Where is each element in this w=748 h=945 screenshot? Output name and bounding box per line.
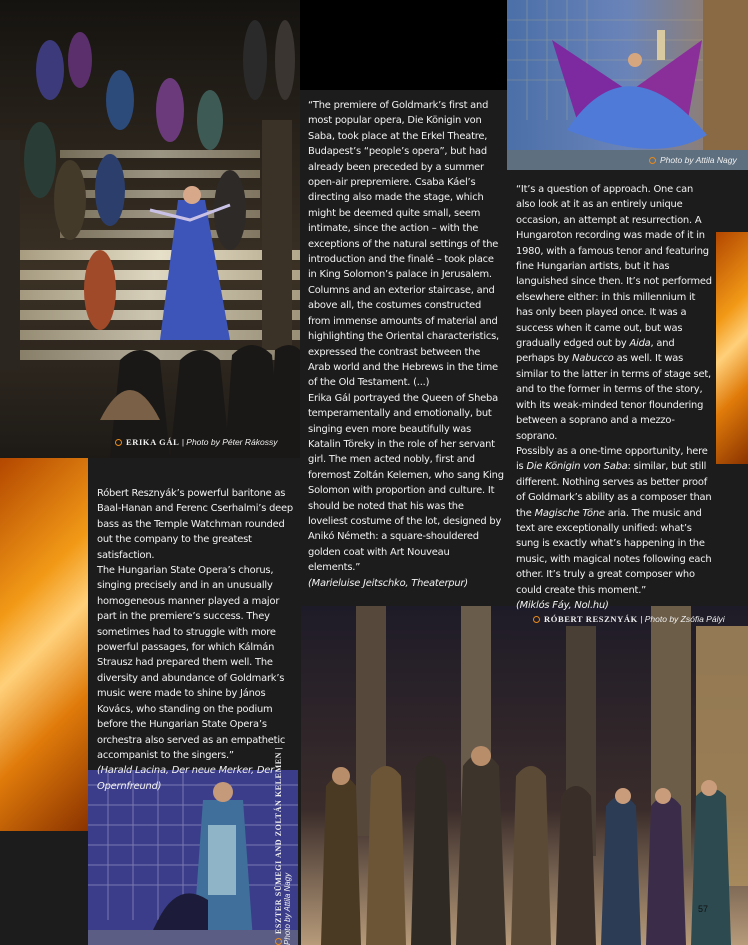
paragraph: “The premiere of Goldmark’s first and most popular opera, Die Königin von Saba, took place at the Erkel Theatre, Budapest’s “people’s opera”, but had already been preceded by a summer open-air prepremiere. Csaba Káel’s directing also made the stage, which might be deemed quite small, seem intimate, since the action – with the exceptions of the natural settings of the introduction and the finalé – took place in King Solomon’s palace in Jerusalem. Columns and an exterior staircase, and above all, the costumes constructed from immense amounts of material and highlighting the Oriental characteristics, expressed the contrast between the Arab world and the Hebrews in the time of the Old Testament. (...) (308, 100, 499, 389)
caption-name: ERIKA GÁL (126, 437, 180, 447)
caption-name: RÓBERT RESZNYÁK (544, 614, 638, 624)
caption-bullet-icon (533, 616, 540, 623)
quote-source: (Marieluise Jeitschko, Theaterpur) (308, 577, 468, 589)
caption-erika-gal (115, 437, 277, 447)
paragraph (516, 444, 714, 598)
article-column-left (97, 486, 297, 794)
caption-bullet-icon (115, 439, 122, 446)
caption-credit: | Photo by Péter Rákossy (181, 437, 278, 447)
opera-title-nabucco: Nabucco (572, 353, 614, 365)
caption-credit: | Photo by Attila Nagy (274, 747, 292, 945)
article-column-right (516, 182, 714, 613)
caption-bullet-icon (275, 938, 282, 945)
photo-erika-gal (0, 0, 300, 458)
aria-title: Magische Töne (534, 507, 605, 519)
paragraph-text: Possibly as a one-time opportunity, here is (516, 445, 708, 473)
paragraph (516, 182, 714, 444)
opera-title-koenigin: Die Königin von Saba (526, 461, 628, 473)
photo-eszter-zoltan (88, 770, 298, 945)
caption-robert-resznyak (533, 614, 725, 624)
caption-name: ESZTER SÜMEGI AND ZOLTÁN KELEMEN (274, 751, 283, 934)
caption-bullet-icon (649, 157, 656, 164)
paragraph-text: as well. It was similar to the latter in terms of stage set, and to the former in terms of the story, with its weak-minded tenor floundering between a soprano and a mezzo-soprano. (516, 353, 711, 442)
stage-staircase-image (0, 0, 300, 458)
paragraph: Erika Gál portrayed the Queen of Sheba temperamentally and emotionally, but singing even more beautifully was Katalin Töreky in the role of her servant girl. The men acted nobly, first and foremost Zoltán Kelemen, who sang King Solomon with proportion and culture. It should be noted that his was the loveliest costume of the lot, designed by Anikó Németh: a square-shouldered golden coat with Art Nouveau elements.” (308, 392, 504, 574)
opera-title-aida: Aida (629, 338, 651, 350)
stage-chorus-image (301, 606, 748, 945)
stage-kneeling-image (88, 770, 298, 945)
page-number: 57 (697, 904, 708, 914)
orange-decor-left (0, 458, 88, 831)
quote-source: (Harald Lacina, Der neue Merker, Der Opernfreund) (97, 765, 275, 792)
top-dark-block (300, 0, 507, 90)
article-column-middle (308, 98, 504, 591)
paragraph-text: : similar, but still different. Nothing serves as better proof of Goldmark’s ability as a composer than the (516, 461, 712, 519)
quote-source: (Miklós Fáy, Nol.hu) (516, 599, 609, 611)
caption-credit: Photo by Attila Nagy (660, 155, 737, 165)
caption-credit: | Photo by Zsófia Pályi (640, 614, 725, 624)
paragraph-text: , and perhaps by (516, 338, 675, 365)
photo-top-right (507, 0, 748, 170)
caption-top-right (649, 155, 737, 165)
orange-decor-right (716, 232, 748, 464)
stage-blue-costume-image (507, 0, 748, 170)
paragraph-text: “It’s a question of approach. One can also look at it as an entirely unique occasion, an attempt at resurrection. A Hungaroton recording was made of it in 1980, with a famous tenor and featuring fine Hungarian artists, but it has languished since then. It’s not performed elsewhere either: in this millennium it has only been played once. It was a success when it came out, but was gradually edged out by (516, 184, 712, 350)
paragraph: The Hungarian State Opera’s chorus, singing precisely and in an unusually homogeneous manner played a major part in the premiere’s success. They sometimes had to struggle with more powerful passages, for which Kálmán Strausz had prepared them well. The diversity and abundance of Goldmark’s music were made to shine by János Kovács, who standing on the podium before the Hungarian State Opera’s orchestra also served as an empathetic accompanist to the singers.” (97, 565, 286, 761)
paragraph: Róbert Resznyák’s powerful baritone as Baal-Hanan and Ferenc Cserhalmi’s deep bass as the Temple Watchman rounded out the company to the greatest satisfaction. (97, 488, 293, 561)
photo-robert-resznyak (301, 606, 748, 945)
paragraph-text: aria. The music and text are exceptionally unified: what’s sung is exactly what’s happening in the music, with magical notes following each other. It’s truly a great composer who could create this moment.” (516, 507, 712, 596)
